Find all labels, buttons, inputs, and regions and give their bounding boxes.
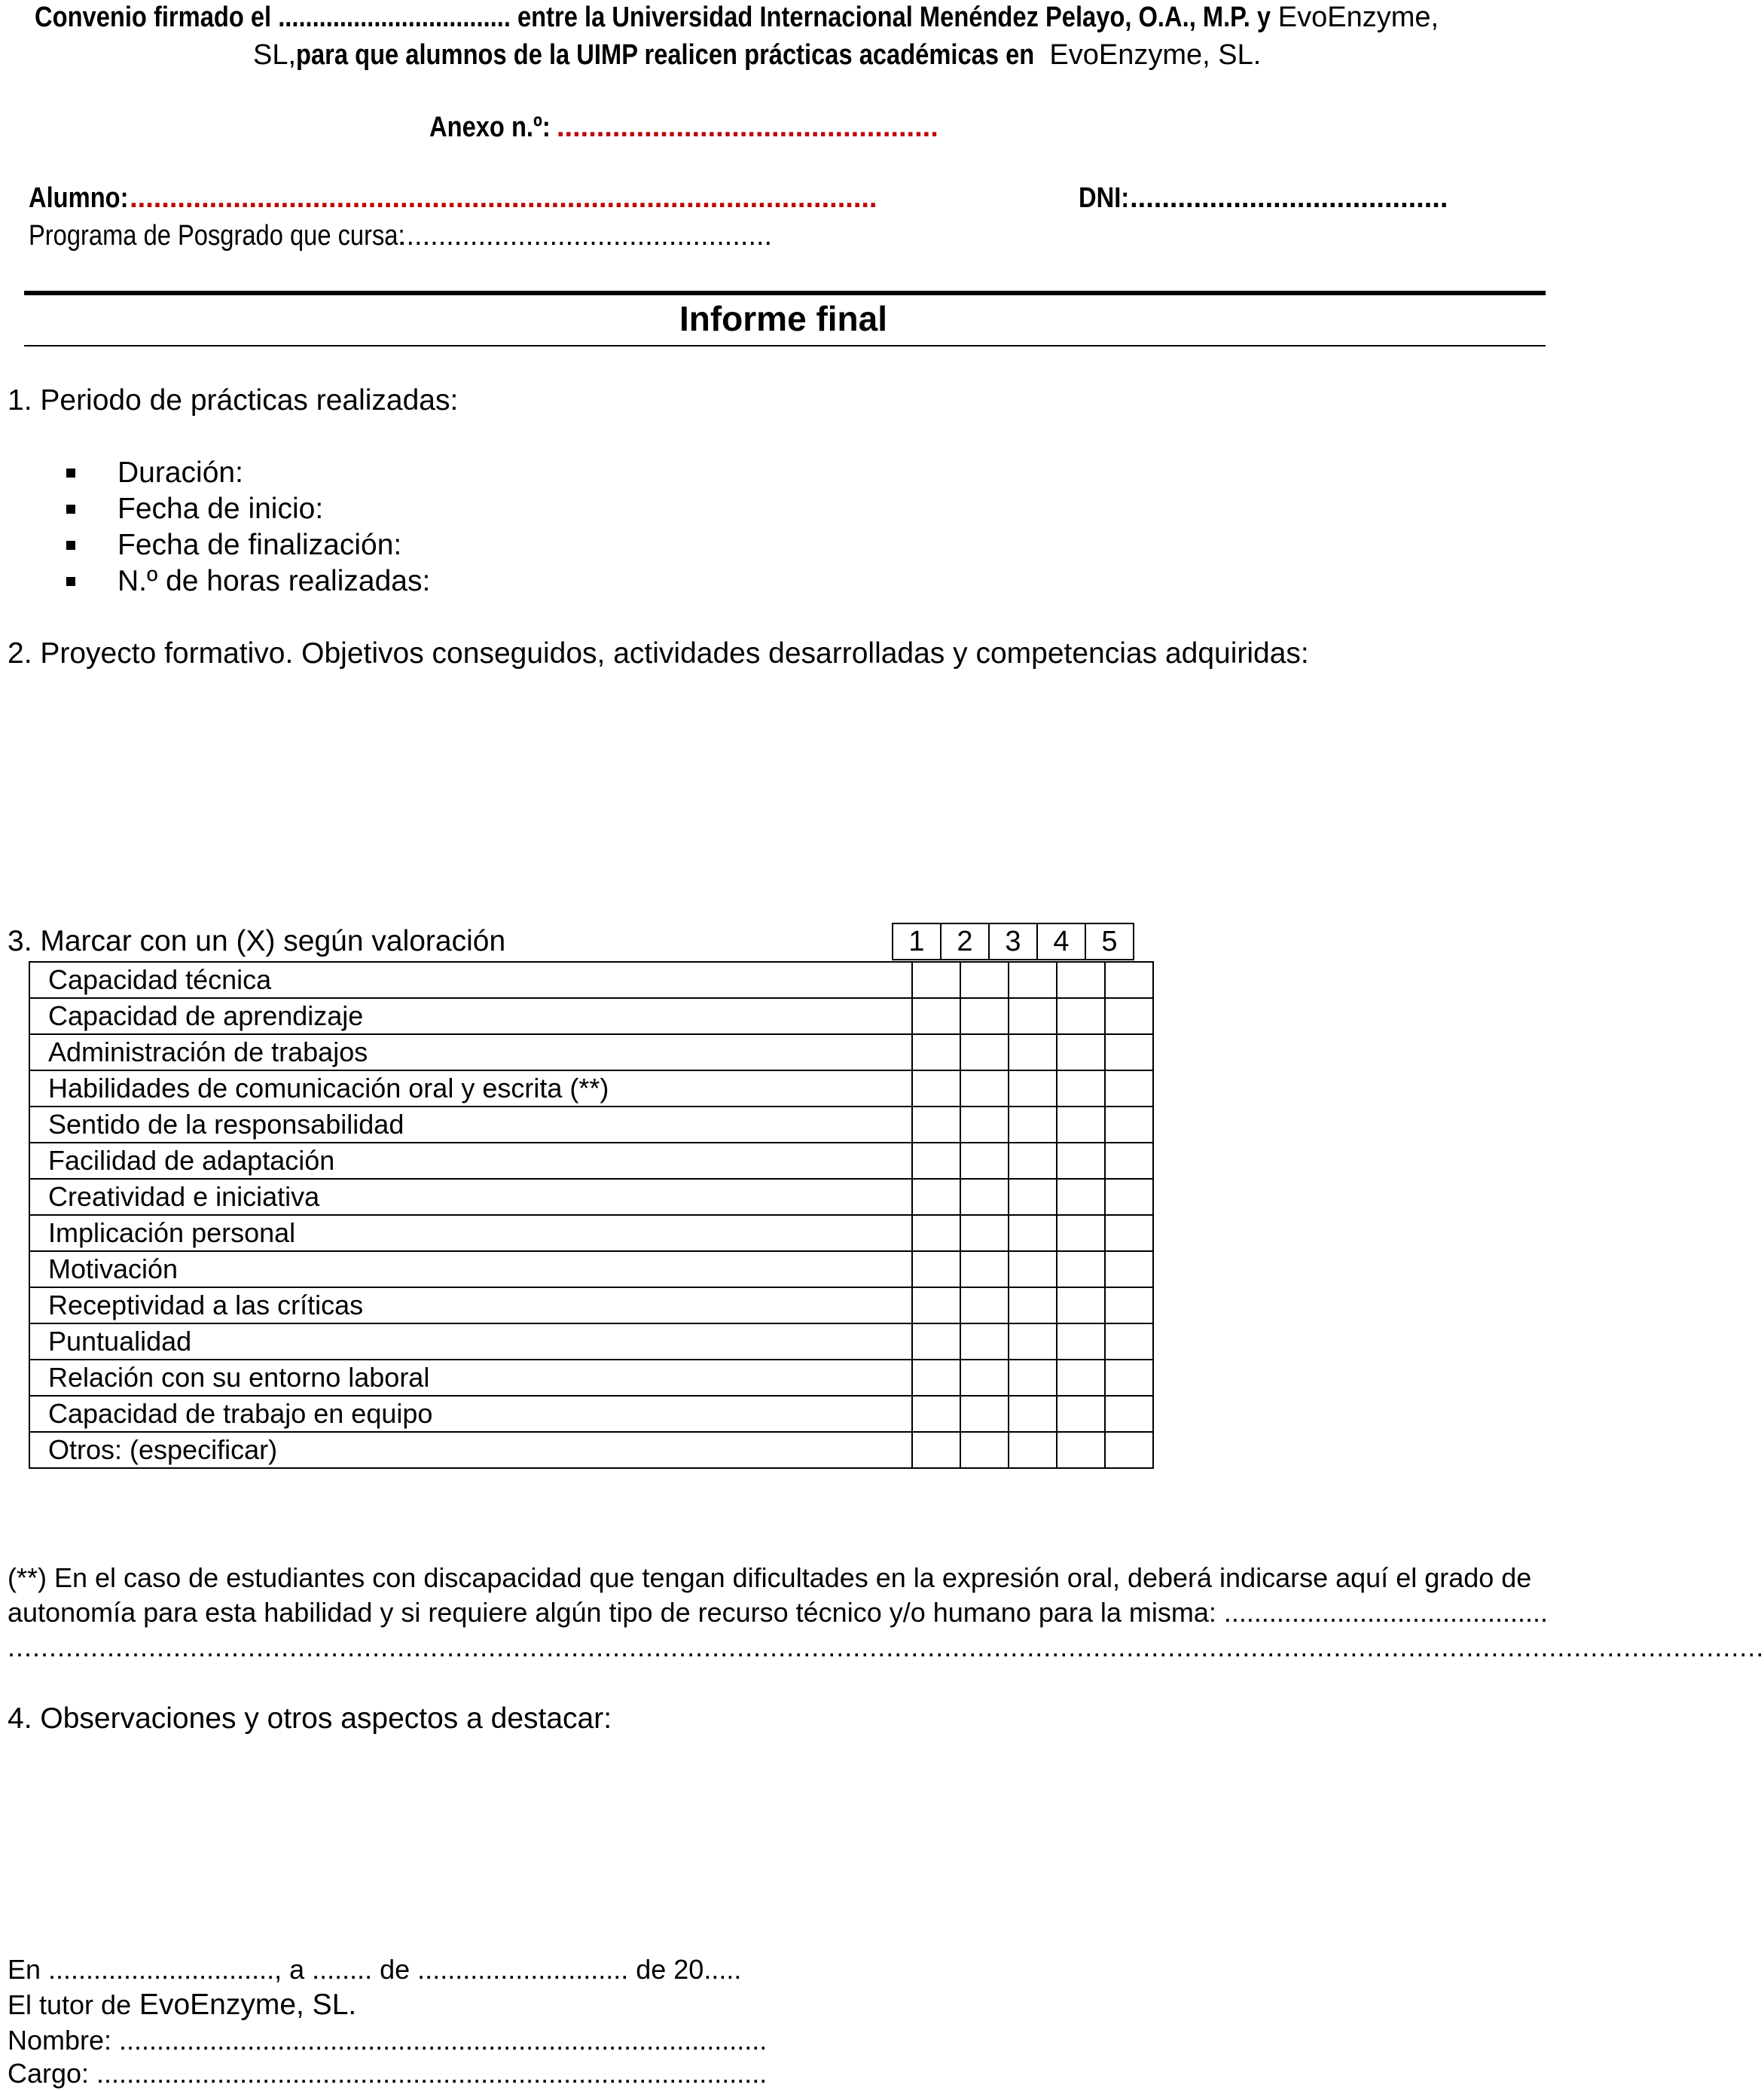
- rating-checkbox[interactable]: [1105, 1360, 1153, 1396]
- rating-checkbox[interactable]: [1009, 1070, 1057, 1107]
- list-item-label: Fecha de finalización:: [117, 529, 402, 561]
- place-date-line[interactable]: En .............................., a ........ de ............................ de 20.....: [8, 1954, 742, 1985]
- list-item: [66, 491, 430, 527]
- criterion-label: Puntualidad: [29, 1323, 912, 1360]
- rating-checkbox[interactable]: [960, 1107, 1009, 1143]
- anexo-field: [429, 111, 938, 144]
- rating-checkbox[interactable]: [1057, 1034, 1105, 1070]
- note-line-1: (**) En el caso de estudiantes con discapacidad que tengan dificultades en la expresión oral, deberá indicarse aquí el grado de: [8, 1562, 1532, 1593]
- rating-scale-header: [892, 923, 1134, 960]
- table-row: [29, 1251, 1153, 1287]
- anexo-blank[interactable]: ................................................: [557, 111, 938, 143]
- rating-checkbox[interactable]: [960, 1034, 1009, 1070]
- rating-checkbox[interactable]: [960, 1179, 1009, 1215]
- dni-blank[interactable]: ........................................: [1130, 182, 1448, 214]
- programa-label: Programa de Posgrado que cursa:: [29, 220, 405, 252]
- note-line-2: autonomía para esta habilidad y si requiere algún tipo de recurso técnico y/o humano para la misma: ...........................................: [8, 1597, 1549, 1628]
- rating-checkbox[interactable]: [1105, 1396, 1153, 1432]
- scale-label: 3: [989, 923, 1037, 960]
- table-row: [29, 1287, 1153, 1323]
- rating-checkbox[interactable]: [912, 1179, 960, 1215]
- rating-checkbox[interactable]: [1105, 1215, 1153, 1251]
- cargo-line[interactable]: Cargo: .........................................................................................: [8, 2058, 768, 2089]
- table-row: [29, 1215, 1153, 1251]
- bullet-square-icon: [66, 469, 75, 478]
- rating-checkbox[interactable]: [912, 1287, 960, 1323]
- table-row: [29, 1070, 1153, 1107]
- scale-label: 1: [893, 923, 941, 960]
- rating-checkbox[interactable]: [1009, 1432, 1057, 1468]
- rating-checkbox[interactable]: [912, 962, 960, 998]
- rating-checkbox[interactable]: [912, 1396, 960, 1432]
- rating-checkbox[interactable]: [960, 1215, 1009, 1251]
- rating-checkbox[interactable]: [1105, 1323, 1153, 1360]
- criterion-label: Facilidad de adaptación: [29, 1143, 912, 1179]
- rating-checkbox[interactable]: [1105, 1070, 1153, 1107]
- rating-checkbox[interactable]: [960, 1360, 1009, 1396]
- criterion-label: Receptividad a las críticas: [29, 1287, 912, 1323]
- scale-label: 2: [941, 923, 989, 960]
- rating-checkbox[interactable]: [1105, 1107, 1153, 1143]
- rating-checkbox[interactable]: [1057, 1396, 1105, 1432]
- table-row: [29, 1034, 1153, 1070]
- rating-checkbox[interactable]: [960, 1323, 1009, 1360]
- criterion-label: Implicación personal: [29, 1215, 912, 1251]
- rating-checkbox[interactable]: [1009, 998, 1057, 1034]
- scale-label: 5: [1085, 923, 1134, 960]
- agreement-header-line-2: [253, 39, 1261, 72]
- dni-label: DNI:: [1079, 182, 1130, 214]
- rating-checkbox[interactable]: [1057, 1287, 1105, 1323]
- rating-checkbox[interactable]: [1009, 962, 1057, 998]
- bullet-square-icon: [66, 505, 75, 514]
- rating-checkbox[interactable]: [1057, 1432, 1105, 1468]
- rating-checkbox[interactable]: [912, 1323, 960, 1360]
- rating-checkbox[interactable]: [912, 1107, 960, 1143]
- table-row: [29, 1323, 1153, 1360]
- rating-checkbox[interactable]: [1105, 1251, 1153, 1287]
- programa-blank[interactable]: ...............................................: [398, 220, 773, 252]
- table-row: [29, 1432, 1153, 1468]
- scale-label: 4: [1037, 923, 1085, 960]
- rating-checkbox[interactable]: [1009, 1360, 1057, 1396]
- tutor-prefix: El tutor de: [8, 1989, 132, 2020]
- criterion-label: Capacidad de aprendizaje: [29, 998, 912, 1034]
- rating-checkbox[interactable]: [912, 1070, 960, 1107]
- rating-checkbox[interactable]: [1009, 1107, 1057, 1143]
- rating-checkbox[interactable]: [1057, 1360, 1105, 1396]
- rating-checkbox[interactable]: [1057, 1107, 1105, 1143]
- rating-checkbox[interactable]: [1105, 962, 1153, 998]
- rating-checkbox[interactable]: [912, 1360, 960, 1396]
- criterion-label: Habilidades de comunicación oral y escrita (**): [29, 1070, 912, 1107]
- tutor-company: EvoEnzyme, SL.: [131, 1989, 357, 2021]
- rating-checkbox[interactable]: [960, 1396, 1009, 1432]
- title-rule-bottom: [24, 345, 1546, 346]
- criterion-label: Motivación: [29, 1251, 912, 1287]
- table-row: [29, 1396, 1153, 1432]
- list-item: [66, 563, 430, 600]
- list-item-label: N.º de horas realizadas:: [117, 565, 431, 597]
- agreement-header-line-1: [35, 2, 1439, 34]
- title-rule-top: [24, 291, 1546, 295]
- list-item: [66, 527, 430, 563]
- table-row: [29, 1360, 1153, 1396]
- table-row: [29, 998, 1153, 1034]
- rating-checkbox[interactable]: [960, 998, 1009, 1034]
- rating-checkbox[interactable]: [1009, 1287, 1057, 1323]
- rating-checkbox[interactable]: [1105, 1432, 1153, 1468]
- section-4-heading: 4. Observaciones y otros aspectos a destacar:: [8, 1702, 612, 1735]
- alumno-field: [29, 182, 877, 215]
- agreement-purpose: para que alumnos de la UIMP realicen prácticas académicas en: [296, 39, 1035, 71]
- rating-checkbox[interactable]: [1105, 1034, 1153, 1070]
- list-item: [66, 455, 430, 491]
- rating-checkbox[interactable]: [1009, 1323, 1057, 1360]
- rating-checkbox[interactable]: [1057, 998, 1105, 1034]
- dni-field: [1079, 182, 1448, 215]
- rating-checkbox[interactable]: [1057, 1070, 1105, 1107]
- rating-checkbox[interactable]: [960, 1070, 1009, 1107]
- criterion-label: Capacidad de trabajo en equipo: [29, 1396, 912, 1432]
- rating-checkbox[interactable]: [960, 1432, 1009, 1468]
- tutor-line: [8, 1989, 356, 2022]
- rating-checkbox[interactable]: [1105, 1287, 1153, 1323]
- rating-checkbox[interactable]: [1057, 1215, 1105, 1251]
- rating-checkbox[interactable]: [960, 1143, 1009, 1179]
- bullet-square-icon: [66, 541, 75, 550]
- criterion-label: Otros: (especificar): [29, 1432, 912, 1468]
- section-3-heading: 3. Marcar con un (X) según valoración: [8, 925, 506, 957]
- table-row: [29, 1107, 1153, 1143]
- table-row: [29, 1143, 1153, 1179]
- company-suffix: SL,: [253, 39, 297, 71]
- programa-field: [29, 220, 772, 252]
- alumno-blank[interactable]: ..............................................................................................: [130, 182, 877, 214]
- rating-checkbox[interactable]: [1009, 1179, 1057, 1215]
- criterion-label: Administración de trabajos: [29, 1034, 912, 1070]
- alumno-label: Alumno:: [29, 182, 129, 214]
- rating-checkbox[interactable]: [1057, 962, 1105, 998]
- company-name-2: EvoEnzyme, SL.: [1041, 39, 1262, 71]
- rating-checkbox[interactable]: [1057, 1323, 1105, 1360]
- practice-period-list: [66, 455, 430, 600]
- page-title: Informe final: [679, 299, 888, 338]
- rating-checkbox[interactable]: [1105, 1179, 1153, 1215]
- rating-checkbox[interactable]: [1009, 1034, 1057, 1070]
- table-row: [29, 1179, 1153, 1215]
- rating-checkbox[interactable]: [1009, 1143, 1057, 1179]
- criterion-label: Relación con su entorno laboral: [29, 1360, 912, 1396]
- rating-checkbox[interactable]: [1009, 1396, 1057, 1432]
- rating-checkbox[interactable]: [960, 962, 1009, 998]
- rating-checkbox[interactable]: [960, 1251, 1009, 1287]
- section-1-heading: 1. Periodo de prácticas realizadas:: [8, 384, 459, 417]
- bullet-square-icon: [66, 577, 75, 586]
- company-name: EvoEnzyme,: [1270, 2, 1439, 33]
- nombre-line[interactable]: Nombre: ......................................................................................: [8, 2025, 768, 2056]
- rating-checkbox[interactable]: [912, 1143, 960, 1179]
- rating-checkbox[interactable]: [912, 1215, 960, 1251]
- section-2-heading: 2. Proyecto formativo. Objetivos conseguidos, actividades desarrolladas y competencias adquiridas:: [8, 637, 1309, 670]
- rating-checkbox[interactable]: [1009, 1251, 1057, 1287]
- anexo-label: Anexo n.º:: [429, 111, 551, 143]
- list-item-label: Fecha de inicio:: [117, 493, 324, 525]
- rating-checkbox[interactable]: [912, 1251, 960, 1287]
- rating-checkbox[interactable]: [912, 1432, 960, 1468]
- criterion-label: Sentido de la responsabilidad: [29, 1107, 912, 1143]
- rating-table: [29, 961, 1154, 1469]
- agreement-header-bold: Convenio firmado el .................................. entre la Universidad Internacional Menéndez Pelayo, O.A., M.P. y: [35, 2, 1271, 33]
- rating-checkbox[interactable]: [1057, 1179, 1105, 1215]
- rating-checkbox[interactable]: [1105, 1143, 1153, 1179]
- criterion-label: Creatividad e iniciativa: [29, 1179, 912, 1215]
- table-row: [29, 962, 1153, 998]
- rating-checkbox[interactable]: [912, 1034, 960, 1070]
- rating-checkbox[interactable]: [1057, 1251, 1105, 1287]
- rating-checkbox[interactable]: [1105, 998, 1153, 1034]
- list-item-label: Duración:: [117, 456, 243, 489]
- criterion-label: Capacidad técnica: [29, 962, 912, 998]
- note-line-3: ....................................................................................................................................................................................................................: [8, 1632, 1764, 1662]
- rating-checkbox[interactable]: [960, 1287, 1009, 1323]
- rating-checkbox[interactable]: [1057, 1143, 1105, 1179]
- rating-checkbox[interactable]: [912, 998, 960, 1034]
- rating-checkbox[interactable]: [1009, 1215, 1057, 1251]
